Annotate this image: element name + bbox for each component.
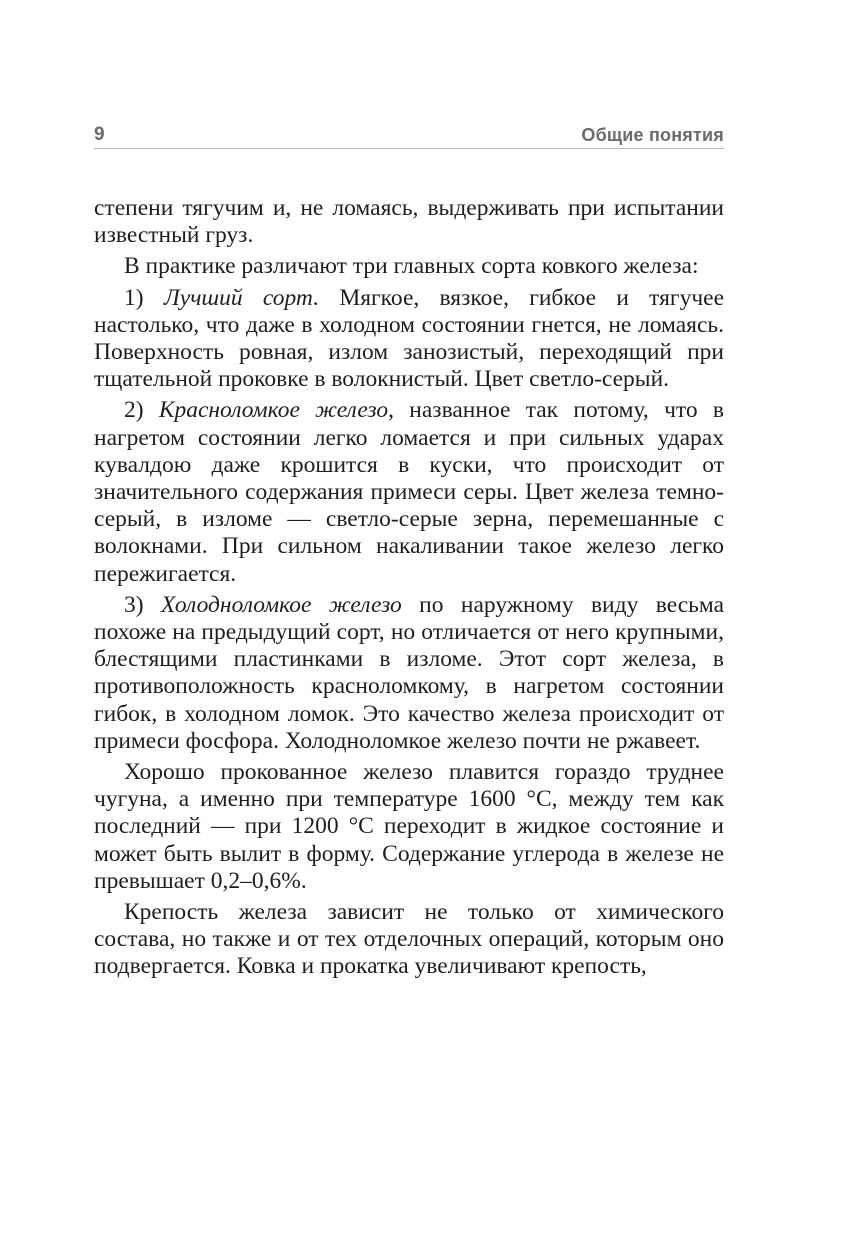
list-item-red-short-iron: [94, 397, 724, 587]
list-marker: 3): [124, 591, 161, 618]
body-text: [94, 195, 724, 981]
paragraph-melting: Хорошо прокованное железо плавится гораздо труднее чугуна, а именно при температуре 1600 °C, между тем как последний — при 1200 °C переходит в жидкое состояние и может быть вылит в форму. Содержание углерода в железе не превышает 0,2–0,6%.: [94, 759, 724, 894]
term-best-grade: Лучший сорт.: [163, 284, 320, 311]
page-number: 9: [94, 124, 105, 145]
list-item-cold-short-iron: [94, 592, 724, 755]
term-red-short-iron: Красноломкое железо: [158, 397, 389, 424]
running-title: Общие понятия: [581, 125, 724, 145]
list-item-best-grade: [94, 285, 724, 394]
paragraph-strength: Крепость железа зависит не только от химического состава, но также и от тех отделочных операций, которым оно подвергается. Ковка и прокатка увеличивают крепость,: [94, 899, 724, 980]
term-cold-short-iron: Холодноломкое железо: [161, 591, 402, 618]
list-marker: 1): [124, 284, 164, 311]
paragraph-continuation: степени тягучим и, не ломаясь, выдерживать при испытании известный груз.: [94, 195, 724, 249]
definition-text: , названное так потому, что в нагретом состоянии легко ломается и при сильных ударах кувалдою даже крошится в куски, что происходит от значительного содержания примеси серы. Цвет железа темно-серый, в изломе — светло-серые зерна, перемешанные с волокнами. При сильном накаливании такое железо легко пережигается.: [94, 397, 724, 587]
running-header: [94, 124, 724, 149]
definition-text: по наружному виду весьма похоже на предыдущий сорт, но отличается от него крупными, блестящими пластинками в изломе. Этот сорт железа, в противоположность красноломкому, в нагретом состоянии гибок, в холодном ломок. Это качество железа происходит от примеси фосфора. Холодноломкое железо почти не ржавеет.: [94, 591, 725, 754]
paragraph-intro: В практике различают три главных сорта ковкого железа:: [124, 253, 699, 280]
definition-text: Мягкое, вязкое, гибкое и тягучее настолько, что даже в холодном состоянии гнется, не ломаясь. Поверхность ровная, излом занозистый, переходящий при тщательной проковке в волокнистый. Цвет светло-серый.: [94, 284, 725, 393]
list-marker: 2): [124, 397, 159, 424]
